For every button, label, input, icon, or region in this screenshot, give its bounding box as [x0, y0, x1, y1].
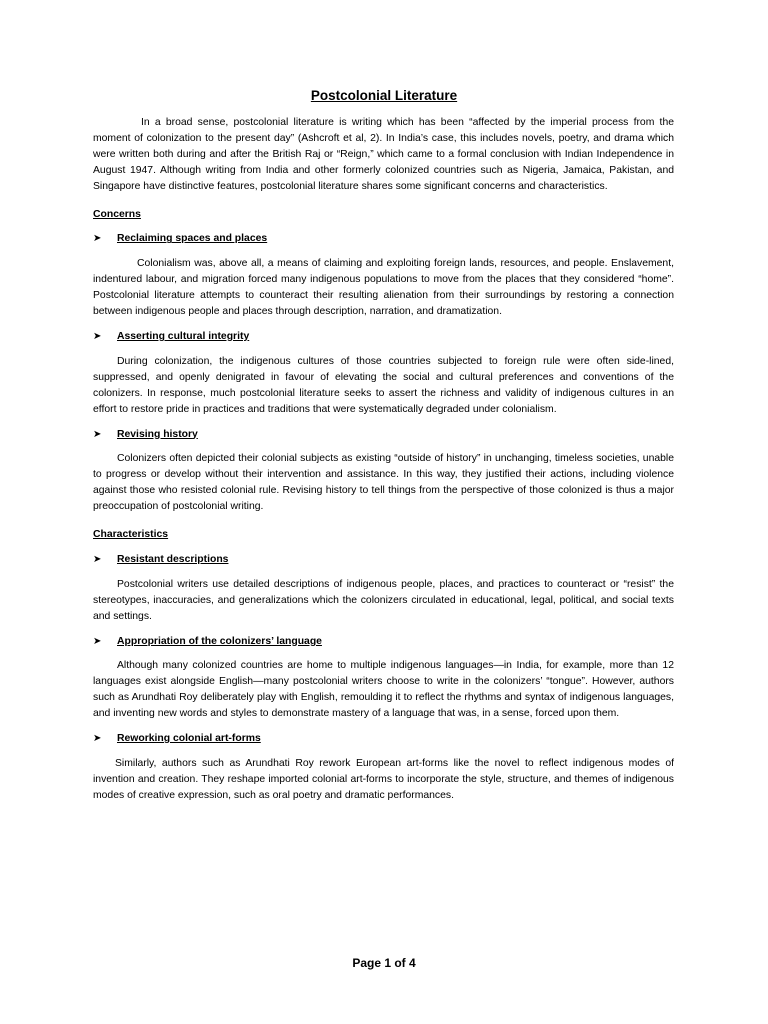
reclaiming-spaces-paragraph: Colonialism was, above all, a means of claiming and exploiting foreign lands, resources, and people. Enslavement, indentured labour, and migration forced many indigenous populations to move from the places that they considered “home”. Postcolonial literature attempts to counteract their resulting alienation from their surroundings by restoring a connection between indigenous people and places through description, narration, and dramatization. [93, 258, 674, 318]
bullet-heading: Revising history [117, 428, 198, 440]
arrow-bullet-icon: ➤ [93, 635, 102, 647]
arrow-bullet-icon: ➤ [93, 330, 102, 342]
bullet-reclaiming-spaces [93, 231, 674, 247]
reworking-art-forms-paragraph: Similarly, authors such as Arundhati Roy rework European art-forms like the novel to reflect indigenous modes of invention and creation. They reshape imported colonial art-forms to incorporate the style, structure, and themes of indigenous modes of creative expression, such as oral poetry and dramatic performances. [93, 758, 674, 801]
arrow-bullet-icon: ➤ [93, 733, 102, 745]
bullet-cultural-integrity [93, 329, 674, 345]
arrow-bullet-icon: ➤ [93, 233, 102, 245]
resistant-descriptions-paragraph: Postcolonial writers use detailed descriptions of indigenous people, places, and practices to counteract or “resist” the stereotypes, inaccuracies, and generalizations which the colonizers circulated in educational, legal, political, and social texts and settings. [93, 578, 674, 622]
revising-history-paragraph: Colonizers often depicted their colonial subjects as existing “outside of history” in unchanging, timeless societies, unable to progress or develop without their intervention and assistance. In this way, they justified their actions, including violence against those who resisted colonial rule. Revising history to tell things from the perspective of those colonized is thus a major preoccupation of postcolonial writing. [93, 453, 674, 513]
bullet-heading: Asserting cultural integrity [117, 330, 250, 342]
intro-paragraph: In a broad sense, postcolonial literature is writing which has been “affected by the imperial process from the moment of colonization to the present day” (Ashcroft et al, 2). In India’s case, this includes novels, poetry, and drama which were written both during and after the British Raj or “Reign,” which came to a formal conclusion with Indian Independence in August 1947. Although writing from India and other formerly colonized countries such as Nigeria, Jamaica, Pakistan, and Singapore have distinctive features, postcolonial literature shares some significant concerns and characteristics. [93, 117, 674, 192]
characteristics-heading: Characteristics [93, 529, 169, 541]
bullet-resistant-descriptions [93, 552, 674, 568]
arrow-bullet-icon: ➤ [93, 428, 102, 440]
arrow-bullet-icon: ➤ [93, 553, 102, 565]
page-number-footer: Page 1 of 4 [352, 956, 416, 970]
bullet-heading: Appropriation of the colonizers’ language [117, 635, 322, 647]
bullet-heading: Reworking colonial art-forms [117, 733, 261, 745]
bullet-heading: Reclaiming spaces and places [117, 233, 268, 245]
bullet-appropriation-language [93, 634, 674, 650]
document-title: Postcolonial Literature [310, 88, 458, 103]
appropriation-language-paragraph: Although many colonized countries are home to multiple indigenous languages—in India, for example, more than 12 languages exist alongside English—many postcolonial writers choose to write in the colonizers’ “tongue”. However, authors such as Arundhati Roy deliberately play with English, remoulding it to reflect the rhythms and syntax of indigenous languages, and inventing new words and styles to demonstrate mastery of a language that was, in a sense, forced upon them. [93, 660, 674, 720]
cultural-integrity-paragraph: During colonization, the indigenous cultures of those countries subjected to foreign rule were often side-lined, suppressed, and openly denigrated in favour of elevating the social and cultural preferences and conventions of the colonizers. In response, much postcolonial literature seeks to assert the richness and validity of indigenous cultures in an effort to restore pride in practices and traditions that were systematically degraded under colonialism. [93, 355, 674, 415]
concerns-heading: Concerns [93, 208, 141, 220]
document-body [93, 115, 674, 804]
bullet-reworking-art-forms [93, 731, 674, 747]
bullet-heading: Resistant descriptions [117, 553, 229, 565]
bullet-revising-history [93, 427, 674, 443]
